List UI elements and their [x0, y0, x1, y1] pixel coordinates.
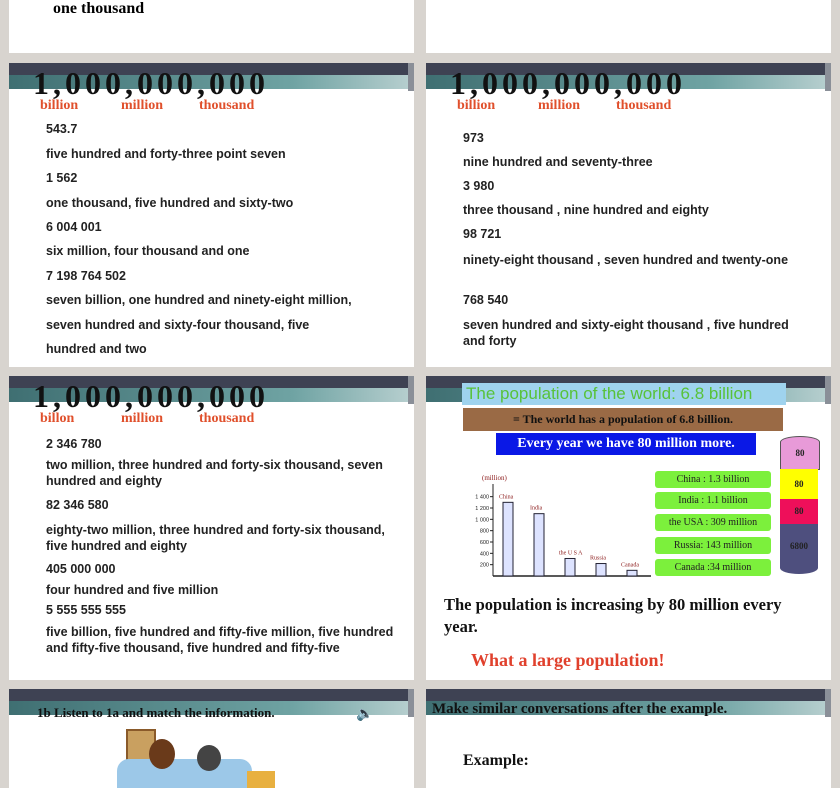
slide-text-line: hundred and two	[46, 342, 147, 356]
slide-text-line: 3 980	[463, 179, 495, 193]
slide-text-line: nine hundred and seventy-three	[463, 155, 653, 169]
slide-text-line: 2 346 780	[46, 437, 102, 451]
y-tick-label: 600	[479, 540, 489, 546]
slide-text-line: ninety-eight thousand , seven hundred and twenty-one	[463, 253, 789, 267]
unit-label: thousand	[199, 411, 255, 426]
bar	[534, 514, 544, 576]
slide-title: The population of the world: 6.8 billion	[462, 383, 786, 405]
bar	[503, 502, 513, 576]
slide-text-line: seven billion, one hundred and ninety-eight million,	[46, 293, 352, 307]
slide-thumbnail-2[interactable]	[426, 63, 831, 367]
slide-text-line: 82 346 580	[46, 498, 109, 512]
bar-label: Canada	[621, 562, 639, 569]
slide-thumbnail-0[interactable]	[9, 0, 414, 53]
y-tick-label: 1 200	[475, 506, 489, 512]
slide-text-line: seven hundred and sixty-four thousand, five	[46, 318, 310, 332]
country-label: Canada :34 million	[655, 559, 771, 576]
bar	[596, 564, 606, 576]
slide-text-line: five hundred and forty-three point seven	[46, 147, 286, 161]
bar-label: China	[499, 494, 514, 501]
country-label: China : 1.3 billion	[655, 471, 771, 488]
slide-text-line: 7 198 764 502	[46, 269, 126, 283]
slide-text-line: 98 721	[463, 227, 502, 241]
slide-text-line: 543.7	[46, 122, 78, 136]
slide-text-line: six million, four thousand and one	[46, 244, 250, 258]
slide-text-line: 768 540	[463, 293, 509, 307]
unit-label: billon	[40, 411, 75, 426]
slide-text-line: two million, three hundred and forty-six thousand, seven hundred and eighty	[46, 458, 383, 488]
slide-thumbnail-0b[interactable]	[426, 0, 831, 53]
cylinder-segment: 80	[780, 499, 818, 524]
y-tick-label: 400	[479, 551, 489, 558]
slide-text-line: four hundred and five million	[46, 583, 219, 597]
y-tick-label: 800	[479, 528, 489, 535]
y-tick-label: 200	[479, 562, 489, 569]
slide-title: Make similar conversations after the example.	[432, 701, 728, 717]
slide-text-line: 405 000 000	[46, 562, 116, 576]
slide-thumbnail-4[interactable]	[426, 376, 831, 680]
slide-text-line: five billion, five hundred and fifty-five million, five hundred and fifty-five thousand, five hundred and fifty-five	[46, 625, 394, 655]
bar	[565, 558, 575, 576]
population-bar-chart	[466, 466, 656, 581]
big-number: 1,000,000,000	[33, 65, 269, 101]
slide-text-line: three thousand , nine hundred and eighty	[463, 203, 709, 217]
slide-text-line: 1 562	[46, 171, 78, 185]
country-label: India : 1.1 billion	[655, 492, 771, 509]
subtitle-box: = The world has a population of 6.8 billion.	[463, 408, 783, 431]
unit-label: million	[121, 98, 164, 113]
country-label: the USA : 309 million	[655, 514, 771, 531]
cylinder-segment: 6800	[780, 524, 818, 574]
exclamation: What a large population!	[471, 650, 665, 670]
y-tick-label: 1 000	[475, 517, 489, 524]
unit-label: billion	[40, 98, 79, 113]
slide-text-line: seven hundred and sixty-eight thousand , five hundred and forty	[463, 318, 789, 348]
banner: Every year we have 80 million more.	[496, 433, 756, 455]
slide-thumbnail-3[interactable]	[9, 376, 414, 680]
slide-text-line: 973	[463, 131, 484, 145]
slide-thumbnail-6[interactable]	[426, 689, 831, 788]
big-number: 1,000,000,000	[33, 378, 269, 414]
big-number: 1,000,000,000	[450, 65, 686, 101]
statement: The population is increasing by 80 million every year.	[444, 595, 782, 636]
slide-thumbnail-5[interactable]	[9, 689, 414, 788]
unit-label: million	[538, 98, 581, 113]
slide-text: one thousand	[53, 0, 145, 17]
y-axis-label: (million)	[482, 474, 507, 482]
slide-text-line: 6 004 001	[46, 220, 102, 234]
slide-text-line: one thousand, five hundred and sixty-two	[46, 196, 294, 210]
y-tick-label: 1 400	[475, 494, 489, 501]
unit-label: thousand	[199, 98, 255, 113]
speaker-icon[interactable]: 🔈	[356, 705, 374, 721]
country-label: Russia: 143 million	[655, 537, 771, 554]
cylinder-segment: 80	[780, 436, 820, 470]
unit-label: thousand	[616, 98, 672, 113]
bar-label: Russia	[590, 555, 607, 562]
cylinder-segment: 80	[780, 469, 818, 499]
bar-label: India	[530, 505, 543, 512]
bar-label: the U S A	[559, 550, 583, 557]
slide-text-line: 5 555 555 555	[46, 603, 126, 617]
bar	[627, 570, 637, 576]
slide-title: 1b Listen to 1a and match the information.	[37, 705, 275, 720]
slide-text-line: eighty-two million, three hundred and forty-six thousand, five hundred and eighty	[46, 523, 385, 553]
slide-thumbnail-1[interactable]	[9, 63, 414, 367]
unit-label: billion	[457, 98, 496, 113]
example-label: Example:	[463, 752, 529, 769]
unit-label: million	[121, 411, 164, 426]
